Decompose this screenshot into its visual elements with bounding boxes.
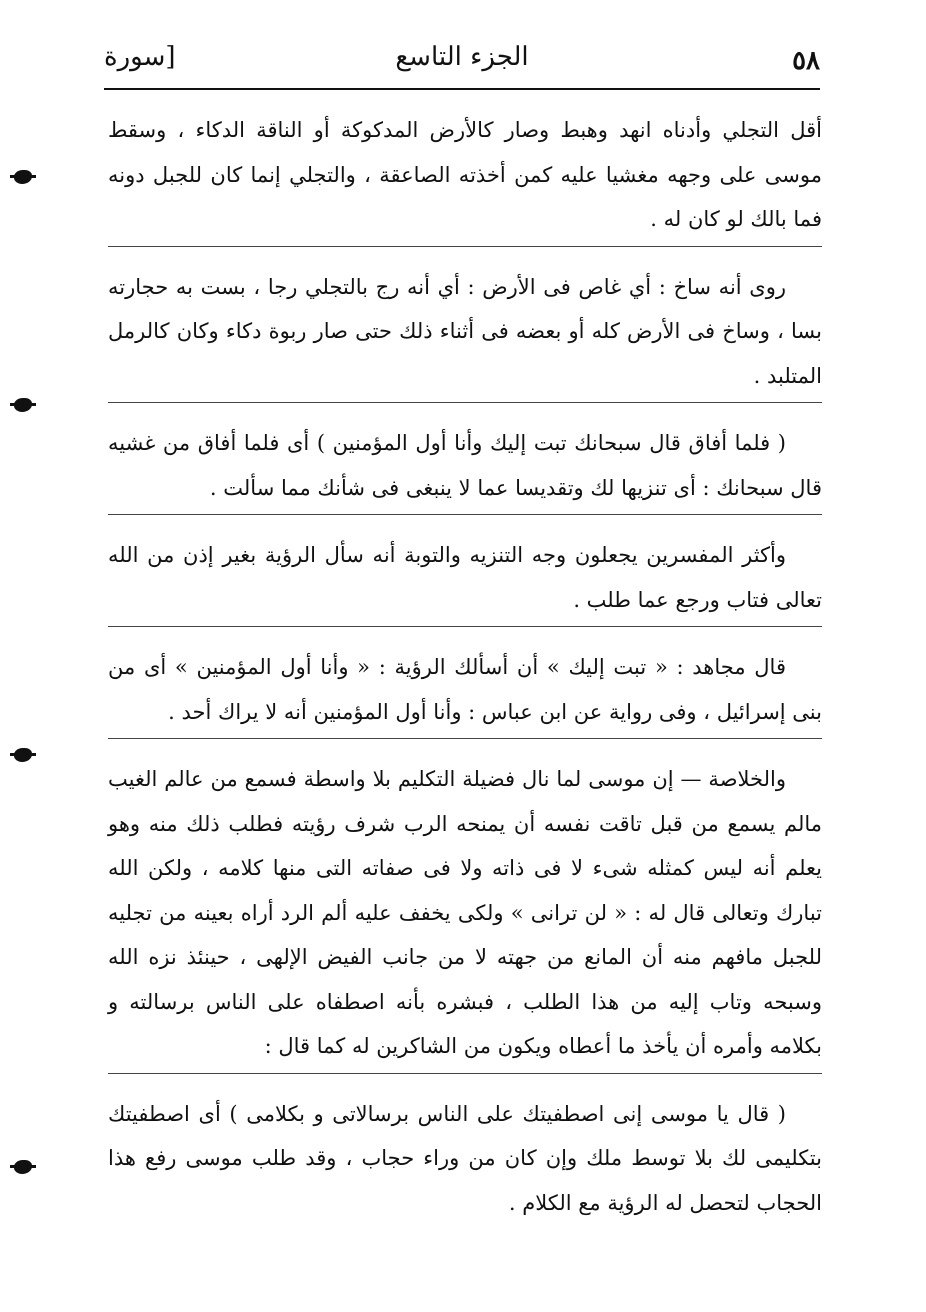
paragraph-1: أقل التجلي وأدناه انهد وهبط وصار كالأرض المدكوكة أو الناقة الدكاء ، وسقط موسى على وجهه مغشيا عليه كمن أخذته الصاعقة ، والتجلي إنما كان للجبل دونه فما بالك لو كان له . [108,118,822,231]
header-rule [104,88,820,90]
paragraph-divider [108,402,822,415]
page-header [104,34,820,94]
paragraph-divider [108,514,822,527]
running-title: الجزء التاسع [395,42,529,72]
binding-hole-mark [14,1160,32,1174]
binding-hole-mark [14,748,32,762]
paragraph-divider [108,626,822,639]
binding-hole-mark [14,398,32,412]
page-number: ٥٨ [792,46,820,76]
page-body [108,108,822,1225]
paragraph-7: ( قال يا موسى إنى اصطفيتك على الناس برسالاتى و بكلامى ) أى اصطفيتك بتكليمى لك بلا توسط ملك وإن كان من وراء حجاب ، وقد طلب موسى رفع هذا الحجاب لتحصل له الرؤية مع الكلام . [108,1101,822,1215]
paragraph-6: والخلاصة — إن موسى لما نال فضيلة التكليم بلا واسطة فسمع من عالم الغيب مالم يسمع من قبل تاقت نفسه أن يمنحه الرب شرف رؤيته فطلب ذلك منه وهو يعلم أنه ليس كمثله شىء لا فى ذاته ولا فى صفاته التى منها كلامه ، ولكن الله تبارك وتعالى قال له : « لن ترانى » ولكى يخفف عليه ألم الرد أراه بعينه من تجليه للجبل مافهم منه أن المانع من جهته لا من جانب الفيض الإلهى ، حينئذ نزه الله وسبحه وتاب إليه من هذا الطلب ، فبشره بأنه اصطفاه على الناس برسالته و بكلامه وأمره أن يأخذ ما أعطاه ويكون من الشاكرين له كما قال : [108,767,822,1058]
paragraph-4: وأكثر المفسرين يجعلون وجه التنزيه والتوبة أنه سأل الرؤية بغير إذن من الله تعالى فتاب ورجع عما طلب . [108,543,822,612]
surah-label: [سورة [104,42,176,72]
paragraph-divider [108,246,822,259]
paragraph-divider [108,1073,822,1086]
binding-hole-mark [14,170,32,184]
paragraph-divider [108,738,822,751]
paragraph-3: ( فلما أفاق قال سبحانك تبت إليك وأنا أول المؤمنين ) أى فلما أفاق من غشيه قال سبحانك : أى تنزيها لك وتقديسا عما لا ينبغى فى شأنك مما سألت . [108,431,822,500]
paragraph-5: قال مجاهد : « تبت إليك » أن أسألك الرؤية : « وأنا أول المؤمنين » أى من بنى إسرائيل ، وفى رواية عن ابن عباس : وأنا أول المؤمنين أنه لا يراك أحد . [108,655,822,724]
paragraph-2: روى أنه ساخ : أي غاص فى الأرض : أي أنه رج بالتجلي رجا ، بست به حجارته بسا ، وساخ فى الأرض كله أو بعضه فى أثناء ذلك حتى صار ربوة دكاء وكان كالرمل المتلبد . [108,274,822,388]
